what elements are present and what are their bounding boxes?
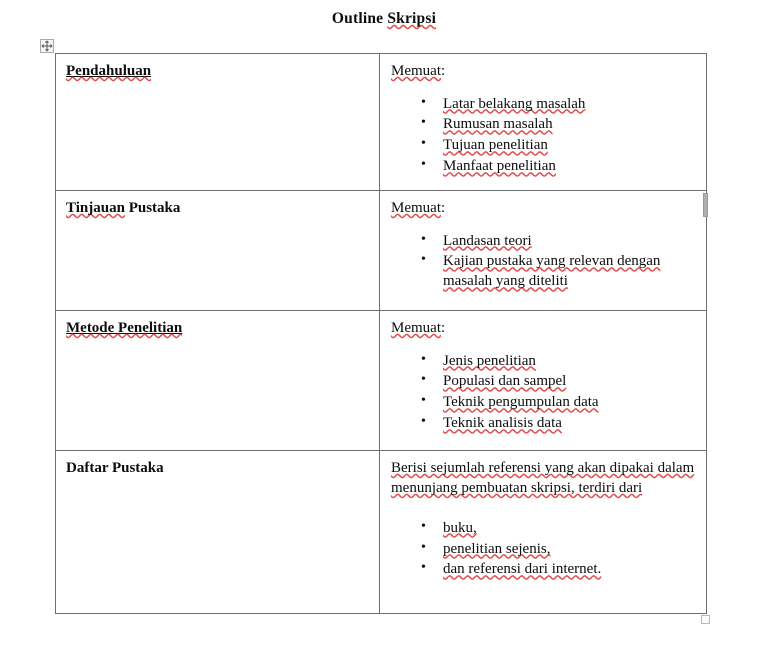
document-title bbox=[0, 10, 768, 28]
table-move-handle[interactable] bbox=[40, 39, 54, 53]
table-row bbox=[56, 311, 707, 451]
detail-lead-word: Memuat bbox=[391, 320, 441, 336]
detail-lead-tail: : bbox=[441, 63, 446, 79]
list-item bbox=[421, 519, 696, 539]
list-item bbox=[421, 540, 696, 560]
section-heading-misspelled-part: Tinjauan bbox=[66, 200, 125, 216]
section-heading: Daftar Pustaka bbox=[66, 460, 164, 476]
document-title-misspelled-word: Skripsi bbox=[387, 10, 437, 27]
list-item-text: Teknik pengumpulan data bbox=[443, 394, 599, 411]
table-cell-detail[interactable] bbox=[380, 451, 707, 614]
detail-lead bbox=[391, 62, 696, 82]
list-item bbox=[421, 372, 696, 392]
move-cross-icon bbox=[41, 40, 53, 52]
list-item bbox=[421, 560, 696, 580]
detail-lead-word: Memuat bbox=[391, 63, 441, 79]
list-item bbox=[421, 352, 696, 372]
cell-content bbox=[56, 311, 379, 346]
table-cell-heading[interactable] bbox=[56, 54, 380, 191]
table-row bbox=[56, 451, 707, 614]
list-item bbox=[421, 232, 696, 252]
detail-lead bbox=[391, 319, 696, 339]
detail-lead-tail: : bbox=[441, 320, 446, 336]
list-item-text: Latar belakang masalah bbox=[443, 95, 586, 112]
section-heading-text: Metode Penelitian bbox=[66, 320, 183, 336]
list-item bbox=[421, 157, 696, 177]
list-item bbox=[421, 252, 696, 292]
row-edge-marker[interactable] bbox=[703, 193, 708, 217]
document-title-prefix: Outline bbox=[331, 10, 388, 27]
list-item bbox=[421, 115, 696, 135]
list-item bbox=[421, 95, 696, 115]
cell-content bbox=[380, 311, 706, 443]
table-cell-heading[interactable] bbox=[56, 311, 380, 451]
section-heading-rest: Pustaka bbox=[124, 200, 181, 216]
list-item-text: penelitian sejenis, bbox=[443, 540, 551, 557]
section-heading bbox=[66, 200, 180, 216]
detail-lead-word: Memuat bbox=[391, 200, 441, 216]
detail-bullet-list bbox=[391, 232, 696, 293]
list-item-text: buku, bbox=[443, 519, 477, 536]
detail-paragraph-text: Berisi sejumlah referensi yang akan dipakai dalam menunjang pembuatan skripsi, terdiri dari bbox=[391, 460, 695, 496]
detail-paragraph bbox=[391, 459, 696, 499]
detail-bullet-list bbox=[391, 95, 696, 178]
table-row bbox=[56, 54, 707, 191]
cell-content bbox=[380, 191, 706, 301]
cell-content bbox=[56, 191, 379, 226]
cell-content bbox=[56, 451, 379, 486]
section-heading-text: Pendahuluan bbox=[66, 63, 152, 79]
list-item-text: Tujuan penelitian bbox=[443, 137, 548, 154]
list-item-text: dan referensi dari internet. bbox=[443, 561, 602, 578]
detail-bullet-list bbox=[391, 352, 696, 435]
list-item bbox=[421, 414, 696, 434]
detail-lead bbox=[391, 199, 696, 219]
list-item bbox=[421, 136, 696, 156]
detail-lead-tail: : bbox=[441, 200, 446, 216]
section-heading bbox=[66, 320, 182, 336]
table-row bbox=[56, 191, 707, 311]
outline-table-body bbox=[56, 54, 707, 614]
table-cell-detail[interactable] bbox=[380, 191, 707, 311]
table-resize-handle[interactable] bbox=[701, 615, 710, 624]
detail-bullet-list bbox=[391, 519, 696, 581]
list-item-text: Jenis penelitian bbox=[443, 352, 536, 369]
section-heading bbox=[66, 63, 151, 79]
list-item bbox=[421, 393, 696, 413]
table-cell-heading[interactable] bbox=[56, 451, 380, 614]
list-item-text: Teknik analisis data bbox=[443, 415, 562, 432]
list-item-text: Kajian pustaka yang relevan dengan masalah yang diteliti bbox=[443, 253, 661, 290]
cell-content bbox=[380, 451, 706, 589]
list-item-text: Landasan teori bbox=[443, 232, 532, 249]
cell-content bbox=[380, 54, 706, 186]
table-cell-detail[interactable] bbox=[380, 311, 707, 451]
table-cell-detail[interactable] bbox=[380, 54, 707, 191]
cell-content bbox=[56, 54, 379, 89]
list-item-text: Populasi dan sampel bbox=[443, 373, 567, 390]
outline-table bbox=[55, 53, 707, 614]
table-cell-heading[interactable] bbox=[56, 191, 380, 311]
list-item-text: Manfaat penelitian bbox=[443, 158, 556, 175]
list-item-text: Rumusan masalah bbox=[443, 116, 553, 133]
